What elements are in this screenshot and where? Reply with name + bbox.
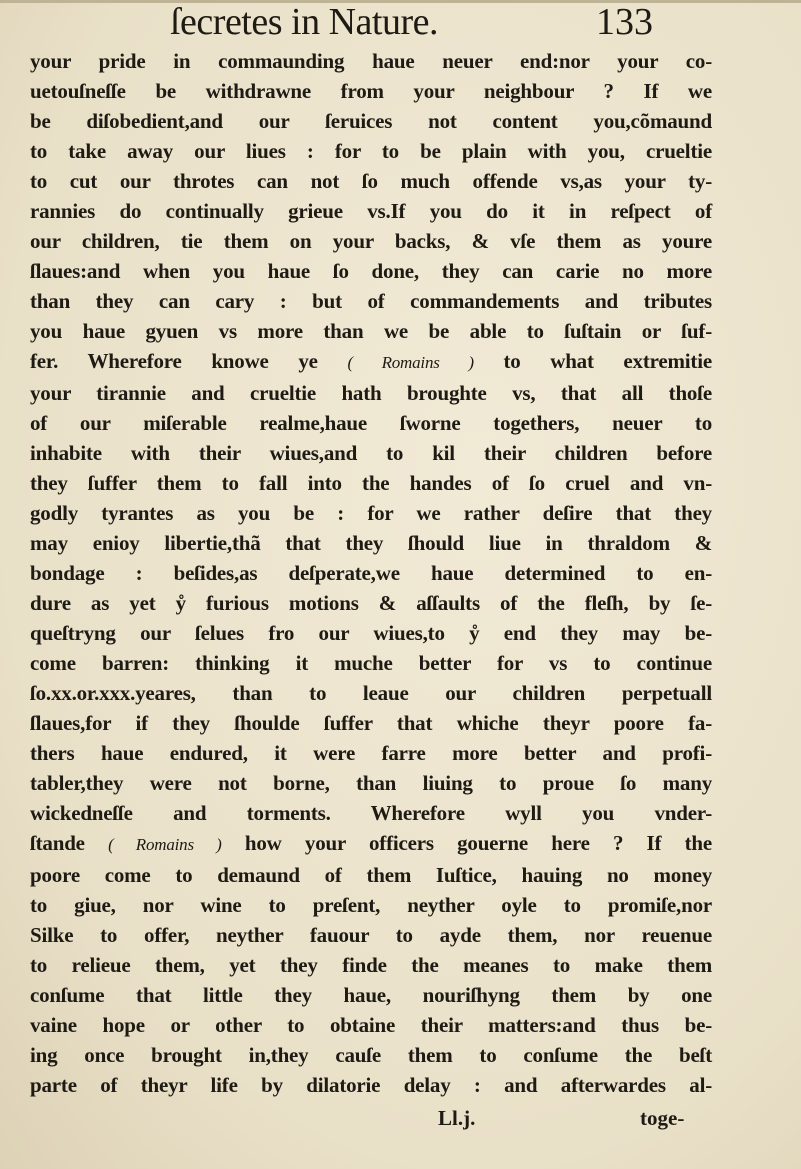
line-text: ſlaues,for if they ſhoulde ſuffer that whiche theyr poore fa- (30, 711, 712, 735)
line-text: queſtryng our ſelues fro our wiues,to ẙ end they may be- (30, 621, 712, 645)
line-text: poore come to demaund of them Iuſtice, hauing no money (30, 863, 712, 887)
text-line (30, 378, 712, 408)
text-line (30, 166, 712, 196)
line-text: thers haue endured, it were farre more better and profi- (30, 741, 712, 765)
text-line (30, 408, 712, 438)
aside-romains: ( Romains ) (347, 353, 474, 372)
line-text-tail: to what extremitie (503, 349, 712, 373)
text-line (30, 678, 712, 708)
line-text: inhabite with their wiues,and to kil their children before (30, 441, 712, 465)
text-line (30, 798, 712, 828)
line-text-tail: how your officers gouerne here ? If the (244, 831, 712, 855)
text-line (30, 890, 712, 920)
text-line (30, 438, 712, 468)
text-line (30, 828, 712, 860)
line-text: tabler,they were not borne, than liuing to proue ſo many (30, 771, 712, 795)
line-text: dure as yet ẙ furious motions & aſſaults of the fleſh, by ſe- (30, 591, 712, 615)
text-line (30, 286, 712, 316)
signature-mark: Ll.j. (438, 1106, 476, 1130)
text-line (30, 648, 712, 678)
text-line (30, 708, 712, 738)
text-line (30, 1040, 712, 1070)
line-text: ſlaues:and when you haue ſo done, they can carie no more (30, 259, 712, 283)
line-text: may enioy libertie,thã that they ſhould liue in thraldom & (30, 531, 712, 555)
text-line (30, 618, 712, 648)
running-title: ſecretes in Nature. (170, 1, 438, 43)
line-text: uetouſneſſe be withdrawne from your neighbour ? If we (30, 79, 712, 103)
text-line (30, 106, 712, 136)
line-text: to relieue them, yet they finde the meanes to make them (30, 953, 712, 977)
text-line (30, 588, 712, 618)
line-text: wickedneſſe and torments. Wherefore wyll you vnder- (30, 801, 712, 825)
line-text: your pride in commaunding haue neuer end:nor your co- (30, 49, 712, 73)
text-line (30, 76, 712, 106)
text-line (30, 136, 712, 166)
text-line (30, 346, 712, 378)
line-text: conſume that little they haue, nouriſhyng them by one (30, 983, 712, 1007)
text-line (30, 1070, 712, 1100)
text-line (30, 980, 712, 1010)
text-line (30, 528, 712, 558)
line-text: they ſuffer them to fall into the handes of ſo cruel and vn- (30, 471, 712, 495)
text-line (30, 256, 712, 286)
line-text: to take away our liues : for to be plain with you, crueltie (30, 139, 712, 163)
line-text: of our miſerable realme,haue ſworne togethers, neuer to (30, 411, 712, 435)
line-text: than they can cary : but of commandements and tributes (30, 289, 712, 313)
text-line (30, 860, 712, 890)
page-number: 133 (596, 1, 653, 43)
text-line (30, 738, 712, 768)
line-text: rannies do continually grieue vs.If you do it in reſpect of (30, 199, 712, 223)
line-text: ing once brought in,they cauſe them to conſume the beſt (30, 1043, 712, 1067)
text-line (30, 768, 712, 798)
text-line (30, 46, 712, 76)
text-line (30, 316, 712, 346)
line-text: our children, tie them on your backs, & vſe them as youre (30, 229, 712, 253)
line-text: ſtande (30, 831, 85, 855)
text-line (30, 226, 712, 256)
text-line (30, 950, 712, 980)
line-text: godly tyrantes as you be : for we rather deſire that they (30, 501, 712, 525)
line-text: your tirannie and crueltie hath broughte vs, that all thoſe (30, 381, 712, 405)
line-text: bondage : beſides,as deſperate,we haue determined to en- (30, 561, 712, 585)
catchword: toge- (640, 1106, 685, 1130)
line-text: parte of theyr life by dilatorie delay : and afterwardes al- (30, 1073, 712, 1097)
line-text: Silke to offer, neyther fauour to ayde them, nor reuenue (30, 923, 712, 947)
text-line (30, 468, 712, 498)
line-text: you haue gyuen vs more than we be able to ſuſtain or ſuf- (30, 319, 712, 343)
text-line (30, 920, 712, 950)
line-text: vaine hope or other to obtaine their matters:and thus be- (30, 1013, 712, 1037)
text-line (30, 1010, 712, 1040)
line-text: to giue, nor wine to preſent, neyther oyle to promiſe,nor (30, 893, 712, 917)
text-line (30, 558, 712, 588)
line-text: to cut our throtes can not ſo much offende vs,as your ty- (30, 169, 712, 193)
text-body (30, 46, 712, 1100)
line-text: ſo.xx.or.xxx.yeares, than to leaue our children perpetuall (30, 681, 712, 705)
line-text: fer. Wherefore knowe ye (30, 349, 318, 373)
text-line (30, 498, 712, 528)
line-text: be diſobedient,and our ſeruices not content you,cõmaund (30, 109, 712, 133)
text-line (30, 196, 712, 226)
line-text: come barren: thinking it muche better for vs to continue (30, 651, 712, 675)
aside-romains: ( Romains ) (108, 835, 222, 854)
